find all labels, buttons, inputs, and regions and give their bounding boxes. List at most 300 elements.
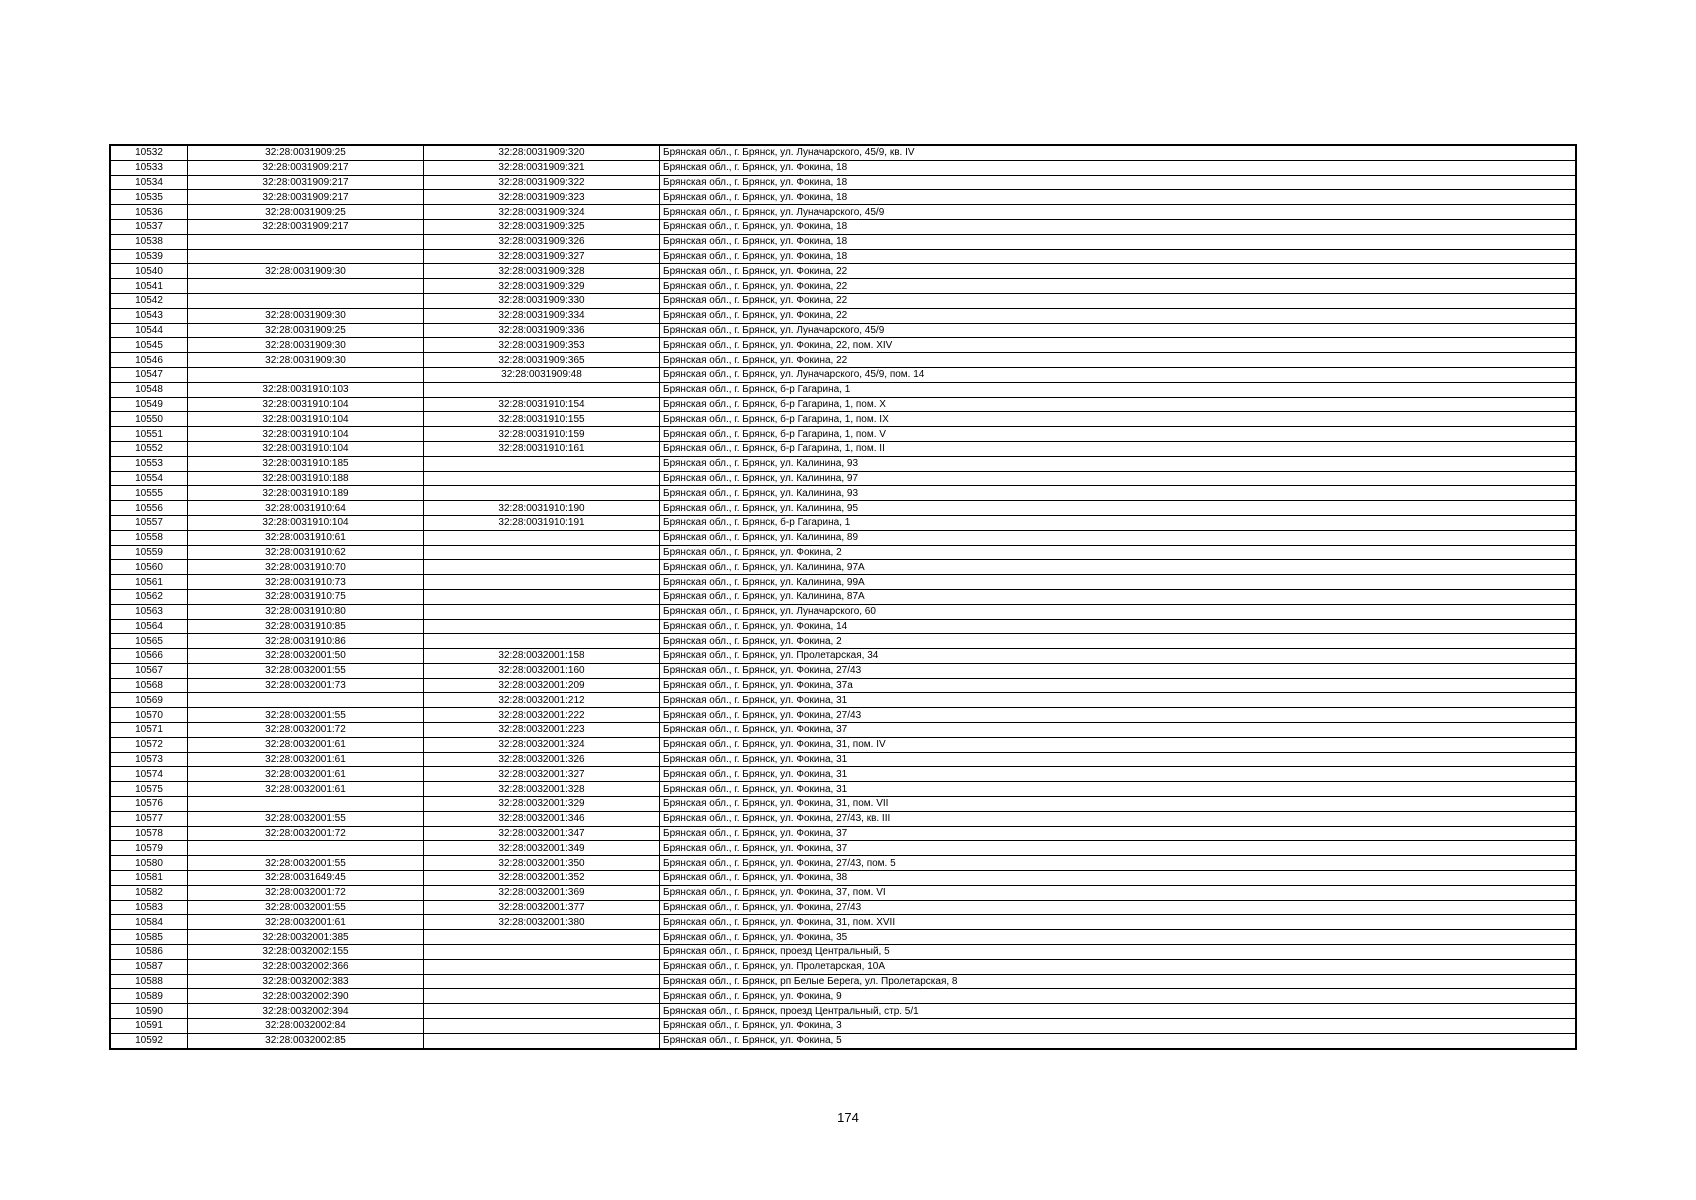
row-number: 10548 bbox=[110, 382, 188, 397]
table-row bbox=[110, 441, 1576, 456]
land-cadastral-number: 32:28:0031909:30 bbox=[188, 338, 424, 353]
address: Брянская обл., г. Брянск, ул. Калинина, 89 bbox=[660, 530, 1577, 545]
land-cadastral-number: 32:28:0031910:188 bbox=[188, 471, 424, 486]
row-number: 10535 bbox=[110, 190, 188, 205]
table-row bbox=[110, 737, 1576, 752]
object-cadastral-number: 32:28:0032001:223 bbox=[424, 723, 660, 738]
land-cadastral-number: 32:28:0032001:72 bbox=[188, 826, 424, 841]
address: Брянская обл., г. Брянск, ул. Фокина, 18 bbox=[660, 175, 1577, 190]
land-cadastral-number: 32:28:0031909:25 bbox=[188, 323, 424, 338]
row-number: 10572 bbox=[110, 737, 188, 752]
object-cadastral-number: 32:28:0032001:380 bbox=[424, 915, 660, 930]
object-cadastral-number bbox=[424, 471, 660, 486]
table-row bbox=[110, 515, 1576, 530]
land-cadastral-number: 32:28:0032002:366 bbox=[188, 959, 424, 974]
table-row bbox=[110, 353, 1576, 368]
land-cadastral-number: 32:28:0031910:80 bbox=[188, 604, 424, 619]
land-cadastral-number: 32:28:0032002:85 bbox=[188, 1033, 424, 1048]
object-cadastral-number: 32:28:0031910:154 bbox=[424, 397, 660, 412]
address: Брянская обл., г. Брянск, ул. Фокина, 22 bbox=[660, 353, 1577, 368]
object-cadastral-number: 32:28:0031909:365 bbox=[424, 353, 660, 368]
object-cadastral-number: 32:28:0031910:161 bbox=[424, 441, 660, 456]
object-cadastral-number: 32:28:0031909:320 bbox=[424, 145, 660, 160]
object-cadastral-number: 32:28:0032001:346 bbox=[424, 811, 660, 826]
object-cadastral-number bbox=[424, 456, 660, 471]
address: Брянская обл., г. Брянск, ул. Фокина, 22 bbox=[660, 279, 1577, 294]
table-row bbox=[110, 871, 1576, 886]
object-cadastral-number: 32:28:0031909:323 bbox=[424, 190, 660, 205]
address: Брянская обл., г. Брянск, б-р Гагарина, 1, пом. IX bbox=[660, 412, 1577, 427]
address: Брянская обл., г. Брянск, ул. Пролетарская, 10А bbox=[660, 959, 1577, 974]
row-number: 10557 bbox=[110, 515, 188, 530]
row-number: 10546 bbox=[110, 353, 188, 368]
address: Брянская обл., г. Брянск, б-р Гагарина, 1 bbox=[660, 515, 1577, 530]
table-row bbox=[110, 279, 1576, 294]
land-cadastral-number: 32:28:0031910:75 bbox=[188, 589, 424, 604]
land-cadastral-number bbox=[188, 367, 424, 382]
object-cadastral-number: 32:28:0031909:48 bbox=[424, 367, 660, 382]
land-cadastral-number: 32:28:0031909:30 bbox=[188, 353, 424, 368]
row-number: 10581 bbox=[110, 871, 188, 886]
land-cadastral-number: 32:28:0031910:103 bbox=[188, 382, 424, 397]
land-cadastral-number: 32:28:0031910:70 bbox=[188, 560, 424, 575]
address: Брянская обл., г. Брянск, ул. Фокина, 18 bbox=[660, 160, 1577, 175]
object-cadastral-number: 32:28:0031910:191 bbox=[424, 515, 660, 530]
row-number: 10590 bbox=[110, 1004, 188, 1019]
row-number: 10587 bbox=[110, 959, 188, 974]
object-cadastral-number: 32:28:0031909:329 bbox=[424, 279, 660, 294]
address: Брянская обл., г. Брянск, ул. Луначарского, 45/9 bbox=[660, 323, 1577, 338]
land-cadastral-number: 32:28:0032001:50 bbox=[188, 649, 424, 664]
table-row bbox=[110, 797, 1576, 812]
row-number: 10542 bbox=[110, 293, 188, 308]
row-number: 10533 bbox=[110, 160, 188, 175]
object-cadastral-number bbox=[424, 634, 660, 649]
table-row bbox=[110, 634, 1576, 649]
row-number: 10556 bbox=[110, 501, 188, 516]
object-cadastral-number: 32:28:0031909:353 bbox=[424, 338, 660, 353]
address: Брянская обл., г. Брянск, ул. Фокина, 18 bbox=[660, 190, 1577, 205]
row-number: 10539 bbox=[110, 249, 188, 264]
land-cadastral-number bbox=[188, 797, 424, 812]
table-row bbox=[110, 841, 1576, 856]
row-number: 10559 bbox=[110, 545, 188, 560]
row-number: 10569 bbox=[110, 693, 188, 708]
object-cadastral-number: 32:28:0031910:190 bbox=[424, 501, 660, 516]
table-row bbox=[110, 530, 1576, 545]
object-cadastral-number: 32:28:0032001:209 bbox=[424, 678, 660, 693]
table-row bbox=[110, 826, 1576, 841]
address: Брянская обл., г. Брянск, ул. Фокина, 31 bbox=[660, 767, 1577, 782]
object-cadastral-number: 32:28:0032001:329 bbox=[424, 797, 660, 812]
table-row bbox=[110, 974, 1576, 989]
land-cadastral-number: 32:28:0031909:217 bbox=[188, 190, 424, 205]
land-cadastral-number bbox=[188, 249, 424, 264]
land-cadastral-number: 32:28:0032001:61 bbox=[188, 767, 424, 782]
address: Брянская обл., г. Брянск, ул. Фокина, 38 bbox=[660, 871, 1577, 886]
object-cadastral-number: 32:28:0032001:328 bbox=[424, 782, 660, 797]
object-cadastral-number: 32:28:0032001:352 bbox=[424, 871, 660, 886]
land-cadastral-number: 32:28:0032001:55 bbox=[188, 856, 424, 871]
row-number: 10589 bbox=[110, 989, 188, 1004]
row-number: 10570 bbox=[110, 708, 188, 723]
row-number: 10563 bbox=[110, 604, 188, 619]
row-number: 10577 bbox=[110, 811, 188, 826]
table-row bbox=[110, 175, 1576, 190]
object-cadastral-number: 32:28:0031909:330 bbox=[424, 293, 660, 308]
object-cadastral-number: 32:28:0031909:325 bbox=[424, 219, 660, 234]
table-row bbox=[110, 249, 1576, 264]
address: Брянская обл., г. Брянск, ул. Фокина, 9 bbox=[660, 989, 1577, 1004]
address: Брянская обл., г. Брянск, ул. Калинина, 93 bbox=[660, 486, 1577, 501]
address: Брянская обл., г. Брянск, ул. Фокина, 2 bbox=[660, 634, 1577, 649]
table-row bbox=[110, 663, 1576, 678]
address: Брянская обл., г. Брянск, ул. Фокина, 31, пом. VII bbox=[660, 797, 1577, 812]
address: Брянская обл., г. Брянск, ул. Фокина, 35 bbox=[660, 930, 1577, 945]
table-row bbox=[110, 219, 1576, 234]
address: Брянская обл., г. Брянск, ул. Фокина, 18 bbox=[660, 249, 1577, 264]
object-cadastral-number bbox=[424, 974, 660, 989]
table-row bbox=[110, 782, 1576, 797]
address: Брянская обл., г. Брянск, ул. Фокина, 31 bbox=[660, 782, 1577, 797]
table-row bbox=[110, 560, 1576, 575]
row-number: 10580 bbox=[110, 856, 188, 871]
address: Брянская обл., г. Брянск, ул. Фокина, 37а bbox=[660, 678, 1577, 693]
address: Брянская обл., г. Брянск, ул. Фокина, 27/43 bbox=[660, 663, 1577, 678]
object-cadastral-number bbox=[424, 959, 660, 974]
land-cadastral-number: 32:28:0031910:104 bbox=[188, 397, 424, 412]
object-cadastral-number: 32:28:0031909:326 bbox=[424, 234, 660, 249]
row-number: 10545 bbox=[110, 338, 188, 353]
table-row bbox=[110, 471, 1576, 486]
object-cadastral-number: 32:28:0032001:347 bbox=[424, 826, 660, 841]
table-row bbox=[110, 456, 1576, 471]
row-number: 10555 bbox=[110, 486, 188, 501]
address: Брянская обл., г. Брянск, проезд Центральный, стр. 5/1 bbox=[660, 1004, 1577, 1019]
object-cadastral-number: 32:28:0032001:160 bbox=[424, 663, 660, 678]
row-number: 10578 bbox=[110, 826, 188, 841]
address: Брянская обл., г. Брянск, ул. Фокина, 31 bbox=[660, 752, 1577, 767]
land-cadastral-number: 32:28:0031909:30 bbox=[188, 264, 424, 279]
land-cadastral-number: 32:28:0031910:104 bbox=[188, 427, 424, 442]
row-number: 10592 bbox=[110, 1033, 188, 1048]
land-cadastral-number: 32:28:0031909:217 bbox=[188, 175, 424, 190]
table-row bbox=[110, 545, 1576, 560]
address: Брянская обл., г. Брянск, ул. Фокина, 27/43, пом. 5 bbox=[660, 856, 1577, 871]
object-cadastral-number bbox=[424, 545, 660, 560]
address: Брянская обл., г. Брянск, ул. Фокина, 37, пом. VI bbox=[660, 885, 1577, 900]
table-row bbox=[110, 293, 1576, 308]
object-cadastral-number bbox=[424, 1033, 660, 1048]
address: Брянская обл., г. Брянск, ул. Луначарского, 45/9, кв. IV bbox=[660, 145, 1577, 160]
object-cadastral-number bbox=[424, 530, 660, 545]
address: Брянская обл., г. Брянск, ул. Фокина, 31, пом. IV bbox=[660, 737, 1577, 752]
registry-body bbox=[110, 145, 1576, 1049]
table-row bbox=[110, 190, 1576, 205]
land-cadastral-number: 32:28:0032001:73 bbox=[188, 678, 424, 693]
row-number: 10532 bbox=[110, 145, 188, 160]
object-cadastral-number: 32:28:0031909:322 bbox=[424, 175, 660, 190]
row-number: 10582 bbox=[110, 885, 188, 900]
address: Брянская обл., г. Брянск, б-р Гагарина, 1, пом. X bbox=[660, 397, 1577, 412]
table-row bbox=[110, 427, 1576, 442]
land-cadastral-number: 32:28:0031649:45 bbox=[188, 871, 424, 886]
table-row bbox=[110, 160, 1576, 175]
table-row bbox=[110, 959, 1576, 974]
table-row bbox=[110, 1004, 1576, 1019]
table-row bbox=[110, 397, 1576, 412]
object-cadastral-number bbox=[424, 1004, 660, 1019]
address: Брянская обл., г. Брянск, ул. Фокина, 22, пом. XIV bbox=[660, 338, 1577, 353]
table-row bbox=[110, 989, 1576, 1004]
object-cadastral-number: 32:28:0032001:369 bbox=[424, 885, 660, 900]
row-number: 10561 bbox=[110, 575, 188, 590]
row-number: 10550 bbox=[110, 412, 188, 427]
land-cadastral-number: 32:28:0032001:55 bbox=[188, 708, 424, 723]
row-number: 10568 bbox=[110, 678, 188, 693]
table-row bbox=[110, 338, 1576, 353]
table-row bbox=[110, 885, 1576, 900]
land-cadastral-number bbox=[188, 293, 424, 308]
table-row bbox=[110, 649, 1576, 664]
land-cadastral-number: 32:28:0031910:86 bbox=[188, 634, 424, 649]
land-cadastral-number: 32:28:0032001:72 bbox=[188, 723, 424, 738]
row-number: 10562 bbox=[110, 589, 188, 604]
object-cadastral-number bbox=[424, 486, 660, 501]
object-cadastral-number bbox=[424, 589, 660, 604]
registry-table bbox=[109, 144, 1577, 1050]
row-number: 10585 bbox=[110, 930, 188, 945]
address: Брянская обл., г. Брянск, ул. Фокина, 18 bbox=[660, 219, 1577, 234]
object-cadastral-number: 32:28:0032001:377 bbox=[424, 900, 660, 915]
table-row bbox=[110, 945, 1576, 960]
address: Брянская обл., г. Брянск, ул. Фокина, 2 bbox=[660, 545, 1577, 560]
table-row bbox=[110, 856, 1576, 871]
land-cadastral-number bbox=[188, 693, 424, 708]
object-cadastral-number: 32:28:0031910:155 bbox=[424, 412, 660, 427]
address: Брянская обл., г. Брянск, ул. Калинина, 95 bbox=[660, 501, 1577, 516]
table-row bbox=[110, 323, 1576, 338]
row-number: 10536 bbox=[110, 205, 188, 220]
object-cadastral-number: 32:28:0032001:222 bbox=[424, 708, 660, 723]
table-row bbox=[110, 930, 1576, 945]
object-cadastral-number bbox=[424, 382, 660, 397]
land-cadastral-number: 32:28:0032001:61 bbox=[188, 752, 424, 767]
object-cadastral-number: 32:28:0031909:327 bbox=[424, 249, 660, 264]
land-cadastral-number: 32:28:0032001:61 bbox=[188, 782, 424, 797]
object-cadastral-number bbox=[424, 560, 660, 575]
table-row bbox=[110, 900, 1576, 915]
row-number: 10540 bbox=[110, 264, 188, 279]
land-cadastral-number: 32:28:0032002:84 bbox=[188, 1019, 424, 1034]
address: Брянская обл., г. Брянск, б-р Гагарина, 1, пом. II bbox=[660, 441, 1577, 456]
row-number: 10560 bbox=[110, 560, 188, 575]
land-cadastral-number: 32:28:0032001:385 bbox=[188, 930, 424, 945]
table-row bbox=[110, 308, 1576, 323]
address: Брянская обл., г. Брянск, ул. Фокина, 37 bbox=[660, 826, 1577, 841]
address: Брянская обл., г. Брянск, рп Белые Берега, ул. Пролетарская, 8 bbox=[660, 974, 1577, 989]
land-cadastral-number: 32:28:0031909:217 bbox=[188, 219, 424, 234]
row-number: 10537 bbox=[110, 219, 188, 234]
row-number: 10567 bbox=[110, 663, 188, 678]
row-number: 10558 bbox=[110, 530, 188, 545]
land-cadastral-number: 32:28:0031910:185 bbox=[188, 456, 424, 471]
address: Брянская обл., г. Брянск, ул. Луначарского, 60 bbox=[660, 604, 1577, 619]
row-number: 10575 bbox=[110, 782, 188, 797]
row-number: 10591 bbox=[110, 1019, 188, 1034]
address: Брянская обл., г. Брянск, ул. Фокина, 5 bbox=[660, 1033, 1577, 1048]
object-cadastral-number: 32:28:0032001:158 bbox=[424, 649, 660, 664]
land-cadastral-number: 32:28:0032002:394 bbox=[188, 1004, 424, 1019]
land-cadastral-number: 32:28:0032002:383 bbox=[188, 974, 424, 989]
page-number: 174 bbox=[837, 1110, 859, 1125]
table-row bbox=[110, 915, 1576, 930]
land-cadastral-number bbox=[188, 841, 424, 856]
address: Брянская обл., г. Брянск, ул. Фокина, 18 bbox=[660, 234, 1577, 249]
address: Брянская обл., г. Брянск, ул. Фокина, 22 bbox=[660, 308, 1577, 323]
table-row bbox=[110, 693, 1576, 708]
address: Брянская обл., г. Брянск, ул. Фокина, 3 bbox=[660, 1019, 1577, 1034]
table-row bbox=[110, 619, 1576, 634]
address: Брянская обл., г. Брянск, б-р Гагарина, 1 bbox=[660, 382, 1577, 397]
table-row bbox=[110, 575, 1576, 590]
land-cadastral-number: 32:28:0032002:155 bbox=[188, 945, 424, 960]
table-row bbox=[110, 486, 1576, 501]
object-cadastral-number: 32:28:0032001:326 bbox=[424, 752, 660, 767]
land-cadastral-number: 32:28:0031909:25 bbox=[188, 145, 424, 160]
land-cadastral-number: 32:28:0031910:64 bbox=[188, 501, 424, 516]
row-number: 10549 bbox=[110, 397, 188, 412]
address: Брянская обл., г. Брянск, б-р Гагарина, 1, пом. V bbox=[660, 427, 1577, 442]
address: Брянская обл., г. Брянск, ул. Калинина, 97А bbox=[660, 560, 1577, 575]
land-cadastral-number: 32:28:0031909:30 bbox=[188, 308, 424, 323]
row-number: 10552 bbox=[110, 441, 188, 456]
land-cadastral-number: 32:28:0032001:61 bbox=[188, 737, 424, 752]
object-cadastral-number: 32:28:0032001:327 bbox=[424, 767, 660, 782]
table-row bbox=[110, 708, 1576, 723]
object-cadastral-number bbox=[424, 575, 660, 590]
land-cadastral-number bbox=[188, 279, 424, 294]
row-number: 10566 bbox=[110, 649, 188, 664]
land-cadastral-number: 32:28:0032001:61 bbox=[188, 915, 424, 930]
address: Брянская обл., г. Брянск, ул. Фокина, 27/43, кв. III bbox=[660, 811, 1577, 826]
table-row bbox=[110, 412, 1576, 427]
row-number: 10538 bbox=[110, 234, 188, 249]
table-row bbox=[110, 678, 1576, 693]
address: Брянская обл., г. Брянск, ул. Луначарского, 45/9 bbox=[660, 205, 1577, 220]
address: Брянская обл., г. Брянск, ул. Фокина, 27/43 bbox=[660, 708, 1577, 723]
table-row bbox=[110, 723, 1576, 738]
table-row bbox=[110, 811, 1576, 826]
object-cadastral-number: 32:28:0032001:324 bbox=[424, 737, 660, 752]
land-cadastral-number: 32:28:0032001:55 bbox=[188, 663, 424, 678]
table-row bbox=[110, 1033, 1576, 1048]
address: Брянская обл., г. Брянск, ул. Калинина, 99А bbox=[660, 575, 1577, 590]
row-number: 10586 bbox=[110, 945, 188, 960]
object-cadastral-number: 32:28:0031909:336 bbox=[424, 323, 660, 338]
address: Брянская обл., г. Брянск, ул. Фокина, 22 bbox=[660, 264, 1577, 279]
land-cadastral-number: 32:28:0031909:217 bbox=[188, 160, 424, 175]
row-number: 10564 bbox=[110, 619, 188, 634]
address: Брянская обл., г. Брянск, ул. Фокина, 27/43 bbox=[660, 900, 1577, 915]
land-cadastral-number: 32:28:0031910:104 bbox=[188, 515, 424, 530]
land-cadastral-number: 32:28:0031910:61 bbox=[188, 530, 424, 545]
row-number: 10541 bbox=[110, 279, 188, 294]
address: Брянская обл., г. Брянск, ул. Калинина, 93 bbox=[660, 456, 1577, 471]
land-cadastral-number: 32:28:0032001:55 bbox=[188, 900, 424, 915]
object-cadastral-number: 32:28:0031909:324 bbox=[424, 205, 660, 220]
address: Брянская обл., г. Брянск, ул. Калинина, 87А bbox=[660, 589, 1577, 604]
object-cadastral-number: 32:28:0031909:328 bbox=[424, 264, 660, 279]
land-cadastral-number: 32:28:0031910:62 bbox=[188, 545, 424, 560]
row-number: 10583 bbox=[110, 900, 188, 915]
table-row bbox=[110, 501, 1576, 516]
table-row bbox=[110, 382, 1576, 397]
table-row bbox=[110, 589, 1576, 604]
address: Брянская обл., г. Брянск, проезд Центральный, 5 bbox=[660, 945, 1577, 960]
object-cadastral-number: 32:28:0031909:334 bbox=[424, 308, 660, 323]
row-number: 10551 bbox=[110, 427, 188, 442]
object-cadastral-number bbox=[424, 930, 660, 945]
address: Брянская обл., г. Брянск, ул. Фокина, 14 bbox=[660, 619, 1577, 634]
object-cadastral-number: 32:28:0032001:350 bbox=[424, 856, 660, 871]
object-cadastral-number: 32:28:0032001:212 bbox=[424, 693, 660, 708]
table-row bbox=[110, 145, 1576, 160]
address: Брянская обл., г. Брянск, ул. Калинина, 97 bbox=[660, 471, 1577, 486]
row-number: 10565 bbox=[110, 634, 188, 649]
object-cadastral-number: 32:28:0031909:321 bbox=[424, 160, 660, 175]
land-cadastral-number: 32:28:0032002:390 bbox=[188, 989, 424, 1004]
row-number: 10588 bbox=[110, 974, 188, 989]
table-row bbox=[110, 752, 1576, 767]
address: Брянская обл., г. Брянск, ул. Фокина, 22 bbox=[660, 293, 1577, 308]
land-cadastral-number: 32:28:0031910:73 bbox=[188, 575, 424, 590]
table-row bbox=[110, 205, 1576, 220]
address: Брянская обл., г. Брянск, ул. Пролетарская, 34 bbox=[660, 649, 1577, 664]
table-row bbox=[110, 767, 1576, 782]
row-number: 10571 bbox=[110, 723, 188, 738]
object-cadastral-number bbox=[424, 945, 660, 960]
address: Брянская обл., г. Брянск, ул. Фокина, 37 bbox=[660, 723, 1577, 738]
object-cadastral-number bbox=[424, 1019, 660, 1034]
object-cadastral-number: 32:28:0032001:349 bbox=[424, 841, 660, 856]
object-cadastral-number bbox=[424, 989, 660, 1004]
row-number: 10584 bbox=[110, 915, 188, 930]
land-cadastral-number: 32:28:0032001:55 bbox=[188, 811, 424, 826]
address: Брянская обл., г. Брянск, ул. Фокина, 31 bbox=[660, 693, 1577, 708]
table-row bbox=[110, 1019, 1576, 1034]
land-cadastral-number: 32:28:0032001:72 bbox=[188, 885, 424, 900]
row-number: 10547 bbox=[110, 367, 188, 382]
row-number: 10543 bbox=[110, 308, 188, 323]
object-cadastral-number bbox=[424, 619, 660, 634]
address: Брянская обл., г. Брянск, ул. Фокина, 31, пом. XVII bbox=[660, 915, 1577, 930]
table-row bbox=[110, 367, 1576, 382]
row-number: 10579 bbox=[110, 841, 188, 856]
table-row bbox=[110, 264, 1576, 279]
land-cadastral-number bbox=[188, 234, 424, 249]
row-number: 10574 bbox=[110, 767, 188, 782]
land-cadastral-number: 32:28:0031910:189 bbox=[188, 486, 424, 501]
table-row bbox=[110, 604, 1576, 619]
row-number: 10534 bbox=[110, 175, 188, 190]
land-cadastral-number: 32:28:0031910:85 bbox=[188, 619, 424, 634]
land-cadastral-number: 32:28:0031909:25 bbox=[188, 205, 424, 220]
address: Брянская обл., г. Брянск, ул. Луначарского, 45/9, пом. 14 bbox=[660, 367, 1577, 382]
row-number: 10544 bbox=[110, 323, 188, 338]
row-number: 10553 bbox=[110, 456, 188, 471]
object-cadastral-number bbox=[424, 604, 660, 619]
